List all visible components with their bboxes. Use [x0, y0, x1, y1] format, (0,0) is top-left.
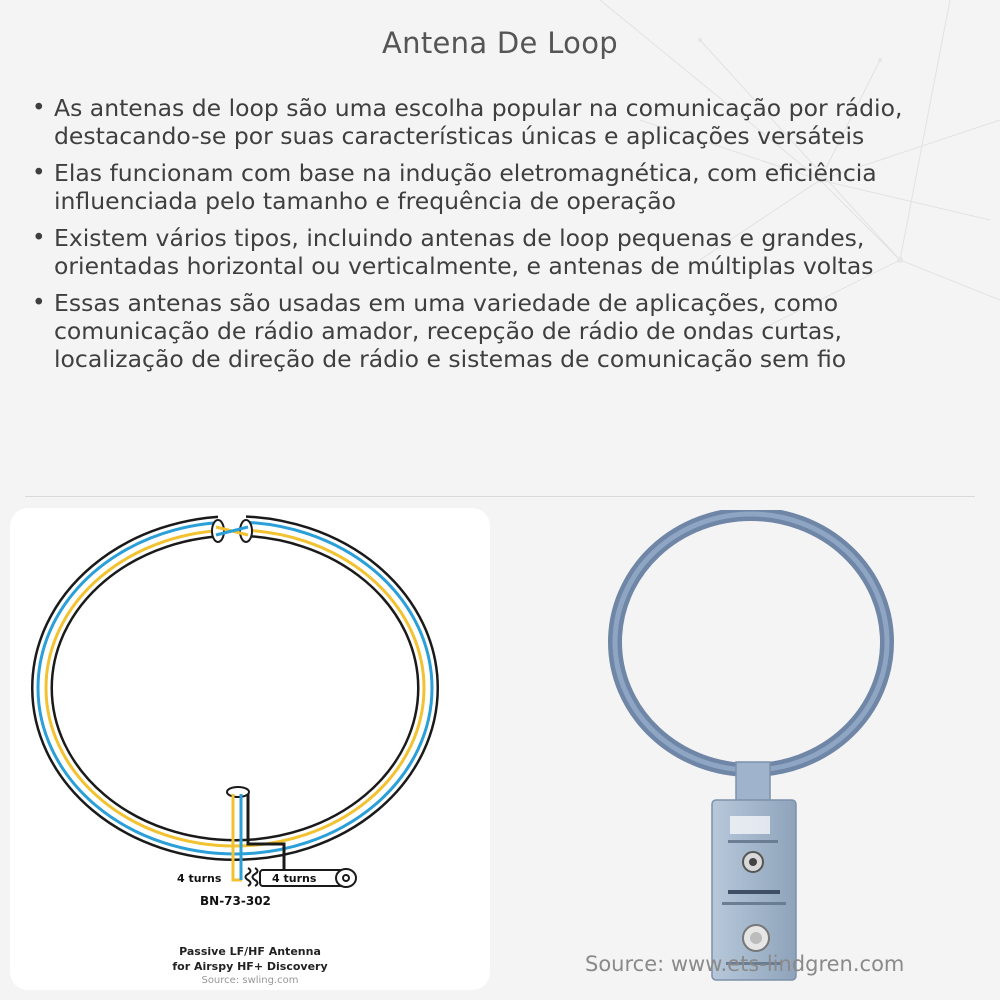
antenna-neck — [736, 762, 770, 802]
photo-source: Source: www.ets-lindgren.com — [585, 952, 905, 976]
bullet-item — [30, 159, 970, 215]
bullet-list — [30, 94, 970, 382]
bullet-symbol: • — [32, 160, 46, 186]
diagram-caption-line2: for Airspy HF+ Discovery — [172, 960, 328, 973]
section-divider — [25, 496, 975, 497]
bullet-item — [30, 289, 970, 373]
bullet-symbol: • — [32, 225, 46, 251]
loop-antenna-photo — [560, 510, 980, 990]
bullet-symbol: • — [32, 290, 46, 316]
bullet-text: Existem vários tipos, incluindo antenas de loop pequenas e grandes, orientadas horizontal ou verticalmente, e antenas de múltiplas voltas — [54, 224, 874, 280]
bullet-text: Elas funcionam com base na indução eletromagnética, com eficiência influenciada pelo tamanho e frequência de operação — [54, 159, 877, 215]
part-number: BN-73-302 — [200, 894, 271, 908]
bullet-text: As antenas de loop são uma escolha popular na comunicação por rádio, destacando-se por suas características únicas e aplicações versáteis — [54, 94, 903, 150]
bullet-item — [30, 224, 970, 280]
page-title: Antena De Loop — [382, 26, 618, 60]
loop-tube-fill — [42, 526, 428, 850]
diagram-caption-line1: Passive LF/HF Antenna — [179, 945, 321, 958]
bullet-item — [30, 94, 970, 150]
tube-end-left — [212, 520, 224, 542]
tube-end-right — [240, 520, 252, 542]
loop-antenna-diagram — [10, 508, 490, 990]
bullet-symbol: • — [32, 95, 46, 121]
bullet-text: Essas antenas são usadas em uma variedade de aplicações, como comunicação de rádio amador, recepção de rádio de ondas curtas, localização de direção de rádio e sistemas de comunicação sem fio — [54, 289, 847, 373]
diagram-source: Source: swling.com — [201, 975, 299, 986]
bottom-collar — [227, 787, 249, 797]
diagram-panel — [10, 508, 490, 990]
turns-label-left: 4 turns — [177, 872, 222, 885]
turns-label-right: 4 turns — [272, 872, 317, 885]
